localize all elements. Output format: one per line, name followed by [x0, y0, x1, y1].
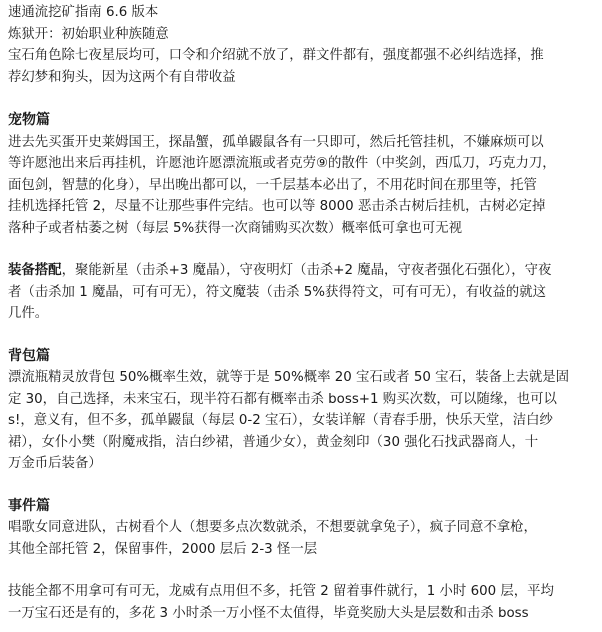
skill-paragraph-line: 技能全都不用拿可有可无，龙威有点用但不多，托管 2 留着事件就行，1 小时 600 层，平均: [8, 584, 554, 599]
spacer: [8, 88, 596, 110]
guide-document: [8, 2, 596, 624]
spacer: [8, 475, 596, 496]
equip-paragraph-first-line: [8, 260, 596, 282]
intro-role-line: 宝石角色除七夜星辰均可，口令和介绍就不放了，群文件都有，强度都强不必纠结选择，推: [8, 48, 544, 63]
pet-paragraph-line: 面包剑，智慧的化身），早出晚出都可以，一千层基本必出了，不用花时间在那里等，托管: [8, 177, 537, 193]
intro-role-line-2: 荐幻梦和狗头，因为这两个有自带收益: [8, 69, 236, 85]
spacer: [8, 560, 596, 581]
spacer: [8, 325, 596, 346]
equip-paragraph-line: 者（击杀加 1 魔晶，可有可无），符文魔装（击杀 5%获得符文，可有可无），有收益的就这: [8, 284, 546, 300]
spacer: [8, 239, 596, 260]
bag-paragraph-line: 漂流瓶精灵放背包 50%概率生效，就等于是 50%概率 20 宝石或者 50 宝石，装备上去就是固: [8, 370, 570, 385]
event-paragraph-line: 其他全部托管 2，保留事件，2000 层后 2-3 怪一层: [8, 541, 318, 557]
document-title: 速通流挖矿指南 6.6 版本: [8, 5, 159, 20]
event-paragraph-line: 唱歌女同意进队，古树看个人（想要多点次数就杀，不想要就拿兔子），疯子同意不拿枪，: [8, 520, 537, 535]
pet-paragraph-line: 等许愿池出来后再挂机，许愿池许愿漂流瓶或者克劳⑨的散件（中奖剑，西瓜刀，巧克力刀，: [8, 156, 556, 171]
bag-section-heading: 背包篇: [8, 347, 50, 364]
equip-section-heading: 装备搭配: [8, 263, 62, 278]
pet-paragraph-line: 落种子或者枯萎之树（每层 5%获得一次商铺购买次数）概率低可拿也可无视: [8, 220, 462, 236]
equip-paragraph-line: 几件。: [8, 306, 49, 321]
intro-difficulty-line: 炼狱开：初始职业种族随意: [8, 26, 169, 42]
pet-paragraph-line: 挂机选择托管 2，尽量不让那些事件完结。也可以等 8000 恶击杀古树后挂机，古树必定掉: [8, 199, 546, 214]
bag-paragraph-line: 万金币后装备）: [8, 456, 102, 471]
pet-paragraph-line: 进去先买蛋开史莱姆国王，探晶蟹，孤单鼹鼠各有一只即可，然后托管挂机，不嫌麻烦可以: [8, 134, 544, 150]
bag-paragraph-line: 定 30，自己选择，未来宝石，现半符石都有概率击杀 boss+1 购买次数，可以随缘，也可以: [8, 391, 557, 407]
event-section-heading: 事件篇: [8, 497, 50, 514]
pet-section-heading: 宠物篇: [8, 112, 50, 128]
equip-first-line-text: ，聚能新星（击杀+3 魔晶），守夜明灯（击杀+2 魔晶，守夜者强化石强化），守夜: [61, 263, 552, 278]
bag-paragraph-line: s!，意义有，但不多，孤单鼹鼠（每层 0-2 宝石），女装详解（青春手册，快乐天堂，洁白纱: [8, 413, 553, 428]
skill-paragraph-line: 一万宝石还是有的，多花 3 小时杀一万小怪不太值得，毕竟奖励大头是层数和击杀 boss: [8, 605, 529, 621]
bag-paragraph-line: 裙），女仆小樊（附魔戒指，洁白纱裙，普通少女），黄金刻印（30 强化石找武器商人，十: [8, 434, 539, 450]
